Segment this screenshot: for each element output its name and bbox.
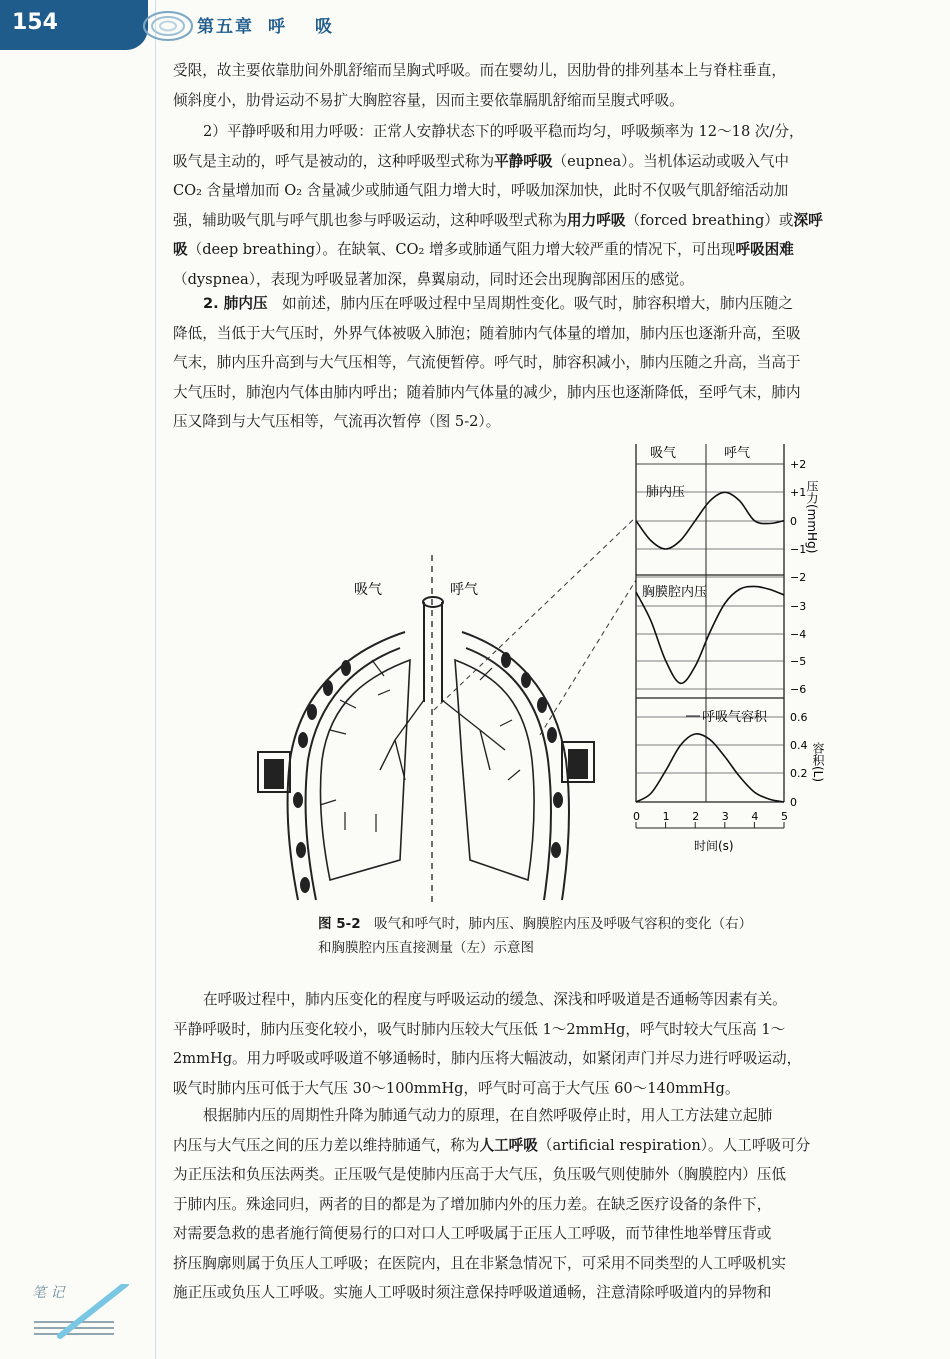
caption-line-1: 吸气和呼气时，肺内压、胸膜腔内压及呼吸气容积的变化（右） — [374, 916, 753, 932]
text-line: 挤压胸廓则属于负压人工呼吸；在医院内，且在非紧急情况下，可采用不同类型的人工呼吸机实 — [173, 1254, 786, 1272]
volume-axis-label: 容积(L) — [811, 742, 825, 783]
time-axis-label: 时间(s) — [694, 839, 734, 853]
text-line: 在呼吸过程中，肺内压变化的程度与呼吸运动的缓急、深浅和呼吸道是否通畅等因素有关。 — [203, 991, 787, 1008]
text-line: 2）平静呼吸和用力呼吸：正常人安静状态下的呼吸平稳而均匀，呼吸频率为 12～18 次/分， — [203, 123, 804, 140]
chapter-label: 第五章 — [197, 17, 254, 37]
caption-line-2: 和胸膜腔内压直接测量（左）示意图 — [318, 940, 534, 956]
text-line: 于肺内压。殊途同归，两者的目的都是为了增加肺内外的压力差。在缺乏医疗设备的条件下， — [173, 1195, 772, 1213]
text-line: CO₂ 含量增加而 O₂ 含量减少或肺通气阻力增大时，呼吸加深加快，此时不仅吸气肌舒缩活动加 — [173, 182, 789, 199]
notes-label: 笔 记 — [32, 1285, 65, 1301]
term-forced-breathing: 用力呼吸 — [567, 211, 626, 229]
text-line: 施正压或负压人工呼吸。实施人工呼吸时须注意保持呼吸道通畅，注意清除呼吸道内的异物和 — [173, 1284, 772, 1301]
term-dyspnea: 呼吸困难 — [735, 241, 794, 258]
pressure-tick-label: −6 — [790, 683, 807, 696]
volume-tick-label: 0.4 — [790, 739, 808, 752]
text-line: 吸气是主动的，呼气是被动的，这种呼吸型式称为平静呼吸（eupnea）。当机体运动或吸入气中 — [173, 152, 790, 170]
volume-tick-label: 0 — [790, 796, 797, 809]
notes-pencil-icon — [30, 1284, 140, 1344]
panel-label-volume: 呼吸气容积 — [702, 710, 768, 725]
pressure-tick-label: 0 — [790, 515, 797, 528]
text-line: 降低，当低于大气压时，外界气体被吸入肺泡；随着肺内气体量的增加，肺内压也逐渐升高，至吸 — [173, 324, 801, 342]
time-tick-label: 5 — [781, 810, 788, 823]
text-line: 吸气时肺内压可低于大气压 30～100mmHg，呼气时可高于大气压 60～140mmHg。 — [173, 1079, 740, 1097]
text-line: 2mmHg。用力呼吸或呼吸道不够通畅时，肺内压将大幅波动，如紧闭声门并尽力进行呼吸运动， — [173, 1050, 802, 1067]
pressure-tick-label: −2 — [790, 571, 807, 584]
text-line: 大气压时，肺泡内气体由肺内呼出；随着肺内气体量的减少，肺内压也逐渐降低，至呼气末，肺内 — [173, 383, 801, 401]
pressure-tick-label: −4 — [790, 628, 807, 641]
text-line: 为正压法和负压法两类。正压吸气是使肺内压高于大气压，负压吸气则使肺外（胸膜腔内）压低 — [173, 1166, 786, 1183]
text-line: 2. 肺内压 如前述，肺内压在呼吸过程中呈周期性变化。吸气时，肺容积增大，肺内压随之 — [203, 295, 793, 312]
grid-lines — [636, 464, 784, 773]
term-artificial-respiration: 人工呼吸 — [479, 1136, 538, 1154]
pressure-tick-label: +1 — [790, 486, 807, 499]
panel-label-pleural-pressure: 胸膜腔内压 — [642, 585, 708, 600]
page-number: 154 — [12, 10, 58, 35]
series-layer — [636, 492, 784, 802]
caption-label: 图 5-2 — [318, 916, 361, 932]
paragraph-5 — [173, 1101, 915, 1308]
text-line: 倾斜度小，肋骨运动不易扩大胸腔容量，因而主要依靠膈肌舒缩而呈腹式呼吸。 — [173, 91, 684, 109]
text-line: 受限，故主要依靠肋间外肌舒缩而呈胸式呼吸。而在婴幼儿，因肋骨的排列基本上与脊柱垂直， — [173, 62, 786, 79]
term-eupnea: 平静呼吸 — [494, 152, 553, 170]
section-heading: 2. 肺内压 — [203, 295, 268, 312]
pressure-axis-label: 压力(mmHg) — [805, 480, 819, 554]
chapter-title-1: 呼 — [268, 17, 287, 37]
lung-diagram — [258, 555, 594, 905]
label-inspire-left: 吸气 — [354, 582, 382, 598]
pressure-tick-label: −3 — [790, 600, 807, 613]
text-line: 吸（deep breathing）。在缺氧、CO₂ 增多或肺通气阻力增大较严重的情况下，可出现呼吸困难 — [173, 241, 794, 258]
time-tick-label: 2 — [692, 810, 700, 823]
text-line: （dyspnea），表现为呼吸显著加深，鼻翼扇动，同时还会出现胸部困压的感觉。 — [173, 270, 694, 288]
pressure-tick-label: +2 — [790, 458, 807, 471]
series-line-1 — [636, 586, 784, 683]
figure-caption — [318, 912, 838, 960]
label-expire-left: 呼气 — [450, 582, 478, 598]
pressure-tick-label: −5 — [790, 655, 807, 668]
time-tick-label: 3 — [721, 810, 729, 823]
time-tick-label: 4 — [751, 810, 759, 823]
text-line: 气末，肺内压升高到与大气压相等，气流便暂停。呼气时，肺容积减小，肺内压随之升高，当高于 — [173, 354, 801, 371]
series-line-2 — [636, 734, 784, 802]
text-line: 压又降到与大气压相等，气流再次暂停（图 5-2）。 — [173, 413, 501, 430]
volume-tick-label: 0.2 — [790, 767, 808, 780]
text-line: 平静呼吸时，肺内压变化较小，吸气时肺内压较大气压低 1～2mmHg，呼气时较大气压高 1～ — [173, 1020, 786, 1038]
paragraph-4 — [173, 985, 915, 1103]
time-tick-label: 1 — [662, 810, 670, 823]
connector-line — [540, 580, 636, 735]
connector-line — [434, 517, 636, 710]
pressure-tick-label: −1 — [790, 543, 807, 556]
time-tick-label: 0 — [633, 810, 640, 823]
text-line: 对需要急救的患者施行简便易行的口对口人工呼吸属于正压人工呼吸，而节律性地举臂压背或 — [173, 1225, 772, 1242]
panel-label-lung-pressure: 肺内压 — [646, 485, 686, 500]
text-line: 内压与大气压之间的压力差以维持肺通气，称为人工呼吸（artificial respiration）。人工呼吸可分 — [173, 1136, 811, 1154]
volume-tick-label: 0.6 — [790, 711, 808, 724]
chart-top-label-expire: 呼气 — [724, 446, 751, 461]
chart-top-label-inspire: 吸气 — [650, 446, 677, 461]
term-deep-breathing: 深呼 — [793, 211, 823, 229]
text-line: 根据肺内压的周期性升降为肺通气动力的原理，在自然呼吸停止时，用人工方法建立起肺 — [203, 1107, 773, 1124]
chapter-title-2: 吸 — [315, 17, 334, 37]
text-line: 强，辅助吸气肌与呼气肌也参与呼吸运动，这种呼吸型式称为用力呼吸（forced breathing）或深呼 — [173, 211, 823, 229]
